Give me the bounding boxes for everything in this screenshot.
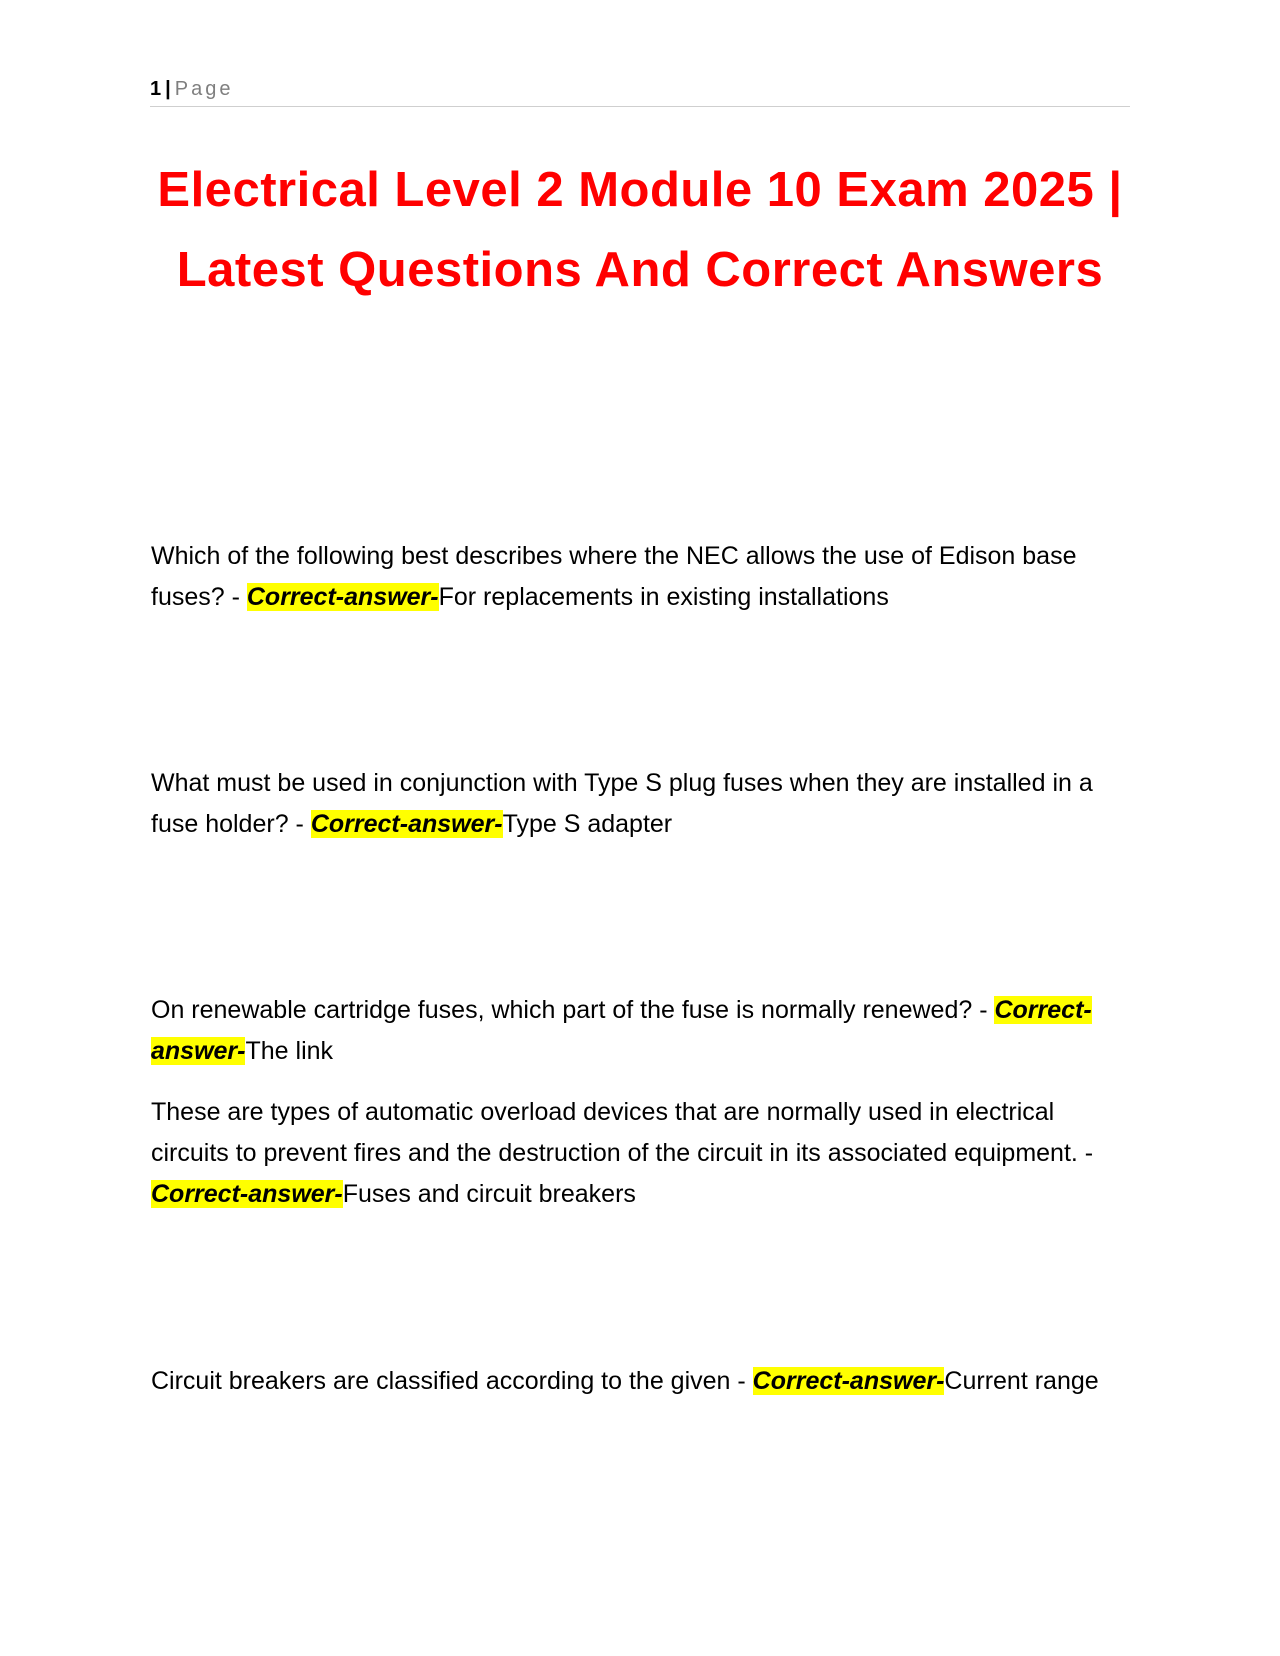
qa-item bbox=[151, 1092, 1131, 1215]
page-number: 1 bbox=[150, 78, 162, 100]
page-label: Page bbox=[174, 78, 234, 100]
answer-marker: Correct-answer- bbox=[151, 1180, 343, 1208]
answer-text: For replacements in existing installations bbox=[438, 583, 889, 611]
answer-marker: Correct-answer- bbox=[752, 1367, 945, 1395]
answer-marker: Correct-answer- bbox=[246, 583, 439, 611]
qa-item bbox=[151, 1361, 1131, 1402]
answer-text: Current range bbox=[944, 1367, 1099, 1395]
question-text: On renewable cartridge fuses, which part of the fuse is normally renewed? - bbox=[151, 996, 995, 1024]
answer-text: Type S adapter bbox=[502, 810, 673, 838]
question-text: Which of the following best describes where the NEC allows the use of Edison base fuses? - bbox=[151, 542, 1077, 611]
qa-item bbox=[151, 536, 1131, 618]
answer-marker: Correct-answer- bbox=[310, 810, 503, 838]
answer-text: The link bbox=[245, 1037, 334, 1065]
answer-text: Fuses and circuit breakers bbox=[342, 1180, 636, 1208]
page-header bbox=[150, 76, 1130, 107]
header-separator: | bbox=[165, 78, 171, 100]
answer-marker: Correct-answer- bbox=[151, 996, 1092, 1065]
qa-item bbox=[151, 763, 1131, 845]
question-text: Circuit breakers are classified according to the given - bbox=[151, 1367, 753, 1395]
question-text: These are types of automatic overload devices that are normally used in electrical circuits to prevent fires and the destruction of the circuit in its associated equipment. - bbox=[151, 1098, 1094, 1167]
qa-item bbox=[151, 990, 1131, 1072]
question-text: What must be used in conjunction with Type S plug fuses when they are installed in a fuse holder? - bbox=[151, 769, 1093, 838]
document-title: Electrical Level 2 Module 10 Exam 2025 | Latest Questions And Correct Answers bbox=[157, 163, 1123, 297]
